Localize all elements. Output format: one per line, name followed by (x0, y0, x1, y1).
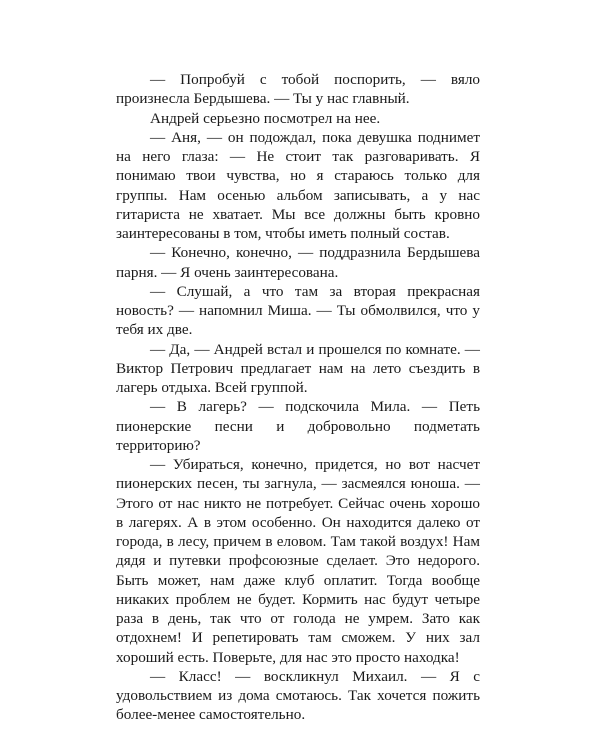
paragraph-2: Андрей серьезно посмотрел на нее. (150, 109, 381, 127)
paragraph-5: — Слушай, а что там за вторая прекрасная новость? — напомнил Миша. — Ты обмолвился, что у тебя их две. (116, 282, 480, 339)
paragraph-7: — В лагерь? — подскочила Мила. — Петь пионерские песни и добровольно подметать территорию? (116, 398, 480, 454)
paragraph-6: — Да, — Андрей встал и прошелся по комнате. — Виктор Петрович предлагает нам на лето съездить в лагерь отдыха. Всей группой. (116, 340, 480, 396)
paragraph-1: — Попробуй с тобой поспорить, — вяло произнесла Бердышева. — Ты у нас главный. (116, 71, 480, 108)
paragraph-3: — Аня, — он подождал, пока девушка поднимет на него глаза: — Не стоит так разговаривать. Я понимаю твои чувства, но я стараюсь только для группы. Нам осенью альбом записывать, а у нас гитариста не хватает. Мы все должны быть кровно заинтересованы в том, чтобы иметь полный состав. (116, 128, 480, 242)
paragraph-4: — Конечно, конечно, — поддразнила Бердышева парня. — Я очень заинтересована. (116, 244, 480, 281)
paragraph-9: — Класс! — воскликнул Михаил. — Я с удовольствием из дома смотаюсь. Так хочется пожить более-менее самостоятельно. (116, 667, 480, 724)
page-text (116, 70, 480, 725)
paragraph-8: — Убираться, конечно, придется, но вот насчет пионерских песен, ты загнула, — засмеялся юноша. — Этого от нас никто не потребует. Сейчас очень хорошо в лагерях. А в этом особенно. Он находится далеко от города, в лесу, причем в еловом. Там такой воздух! Нам дядя и путевки профсоюзные сделает. Это недорого. Быть может, нам даже клуб оплатит. Тогда вообще никаких проблем не будет. Кормить нас будут четыре раза в день, так что от голода не умрем. Зато как отдохнем! И репетировать там сможем. У них зал хороший есть. Поверьте, для нас это просто находка! (116, 456, 480, 666)
